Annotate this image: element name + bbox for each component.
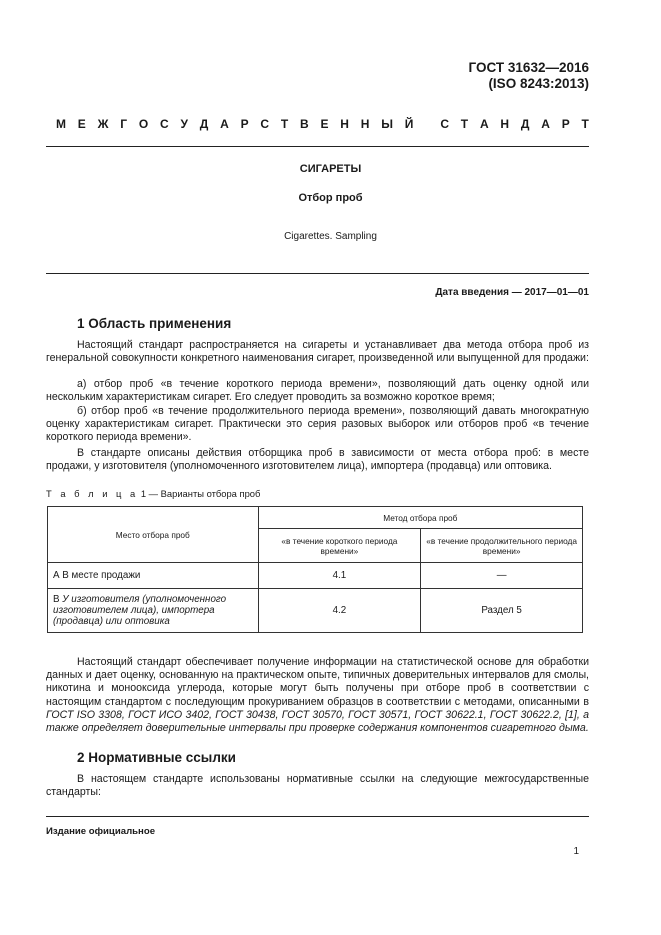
heading-letter: Е [77,117,86,131]
heading-letter: Т [581,117,589,131]
table-cell-short: 4.1 [258,563,421,589]
iso-code: (ISO 8243:2013) [488,76,589,91]
heading-letter: Т [460,117,469,131]
header-cell-place: Место отбора проб [48,507,259,563]
header-cell-short-period: «в течение короткого периода времени» [258,529,421,563]
heading-letter: С [440,117,449,131]
heading-letter: Ж [97,117,109,131]
heading-letter: Д [199,117,209,131]
title-divider [46,273,589,274]
heading-letter: М [56,117,66,131]
table-cell-long: — [421,563,583,589]
heading-letter: С [260,117,270,131]
paragraph: а) отбор проб «в течение короткого периода времени», позволяющий дать оценку одной или нескольким характеристикам сигарет. Его следует проводить за возможно короткое время; [46,378,589,404]
sampling-variants-table [47,506,583,633]
header-cell-long-period: «в течение продолжительного периода времени» [421,529,583,563]
heading-letter: Т [280,117,289,131]
paragraph: б) отбор проб «в течение продолжительного периода времени», позволяющий давать многократную оценку характеристикам сигарет. Практически это серия разовых выборок или отборов проб «в течение короткого периода времени». [46,405,589,444]
section-2-heading: 2 Нормативные ссылки [77,750,236,765]
footer-divider [46,816,589,817]
table-caption-prefix: Т а б л и ц а [46,488,139,499]
table-cell-long: Раздел 5 [421,589,583,633]
heading-letter: Г [120,117,128,131]
table-cell-short: 4.2 [258,589,421,633]
table-row [48,589,583,633]
paragraph: Настоящий стандарт обеспечивает получение информации на статистической основе для обработки данных и дает оценку, основанную на практическом опыте, типичных доверительных интервалов для смолы, никотина и монооксида углерода, которые могут быть получены при отборе проб в соответствии с настоящим стандартом с последующим прокуриванием образцов в соответствии с методами, описанными в ГОСТ ISO 3308, ГОСТ ИСО 3402, ГОСТ 30438, ГОСТ 30570, ГОСТ 30571, ГОСТ 30622.1, ГОСТ 30622.2, [1], а также определяет доверительные интервалы при проверке содержания компонентов сигаретного дыма. [46,656,589,735]
heading-letter: А [220,117,229,131]
heading-letter: Н [340,117,349,131]
document-title: СИГАРЕТЫ [299,163,362,175]
document-subtitle: Отбор проб [298,192,363,204]
table-cell-place: В У изготовителя (уполномоченного изготовителем лица), импортера (продавца) или оптовика [48,589,259,633]
heading-letter: О [138,117,149,131]
heading-letter: Р [561,117,570,131]
standard-designation [469,60,589,92]
heading-letter: С [160,117,169,131]
table-caption-text: 1 — Варианты отбора проб [140,488,261,499]
table-caption [46,488,260,499]
heading-letter: А [479,117,489,131]
introduction-date: Дата введения — 2017—01—01 [435,287,589,298]
english-title: Cigarettes. Sampling [284,231,377,242]
heading-letter: Ы [381,117,393,131]
heading-letter: Й [404,117,414,131]
paragraph: В настоящем стандарте использованы нормативные ссылки на следующие межгосударственные стандарты: [46,773,589,799]
header-divider [46,146,589,147]
paragraph: В стандарте описаны действия отборщика проб в зависимости от места отбора проб: в месте продажи, у изготовителя (уполномоченного изготовителем лица), импортера (продавца) или оптовика. [46,447,589,473]
paragraph: Настоящий стандарт распространяется на сигареты и устанавливает два метода отбора проб из генеральной совокупности конкретного наименования сигарет, произведенной или выпущенной для продажи: [46,339,589,365]
heading-letter: Е [320,117,329,131]
heading-letter: В [300,117,309,131]
heading-letter: Р [240,117,249,131]
header-cell-method: Метод отбора проб [258,507,582,529]
table-row [48,563,583,589]
heading-letter [425,117,428,131]
page-number: 1 [573,846,579,857]
heading-letter: Д [520,117,530,131]
heading-letter: У [180,117,188,131]
interstate-standard-heading [56,117,589,131]
standard-code: ГОСТ 31632—2016 [468,60,589,75]
heading-letter: Н [500,117,510,131]
heading-letter: А [541,117,550,131]
section-1-heading: 1 Область применения [77,316,232,331]
table-cell-place: А В месте продажи [48,563,259,589]
official-edition-label: Издание официальное [46,826,156,837]
heading-letter: Н [360,117,370,131]
